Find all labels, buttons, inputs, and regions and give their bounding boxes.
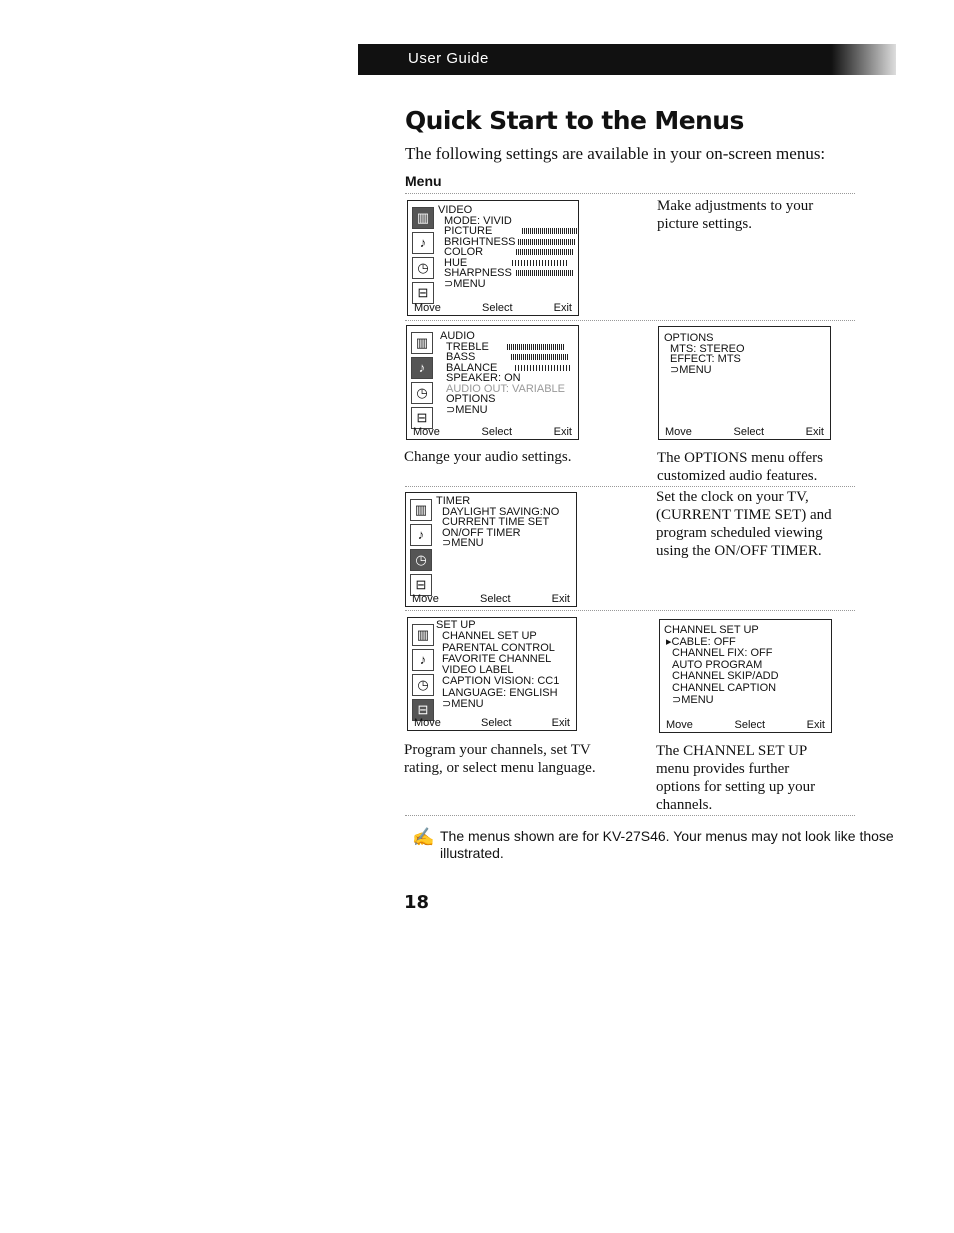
select-label: Select — [481, 425, 513, 438]
page-number: 18 — [404, 892, 430, 913]
exit-label: Exit — [553, 301, 572, 314]
menu-item: SPEAKER: ON — [446, 372, 521, 384]
menu-footer — [414, 303, 572, 314]
menu-item: BRIGHTNESS — [438, 237, 580, 248]
menu-item: PICTURE — [438, 226, 580, 237]
audio-menu-screen — [406, 325, 579, 440]
level-bar — [516, 249, 574, 255]
level-bar — [516, 270, 574, 276]
menu-item: TREBLE — [440, 342, 571, 353]
level-bar — [518, 239, 576, 245]
level-bar — [515, 365, 571, 371]
exit-label: Exit — [553, 425, 572, 438]
menu-item: ⊃MENU — [444, 277, 486, 290]
menu-item: ⊃MENU — [672, 693, 714, 706]
toolbox-icon: ⊟ — [412, 699, 434, 721]
level-bar — [507, 344, 565, 350]
exit-label: Exit — [806, 718, 825, 731]
select-label: Select — [734, 718, 766, 731]
move-label: Move — [665, 425, 692, 438]
level-bar — [522, 228, 580, 234]
audio-description: Change your audio settings. — [404, 449, 572, 465]
note-text: The menus shown are for KV-27S46. Your menus may not look like those illustrated. — [440, 828, 894, 861]
toolbox-icon: ⊟ — [410, 574, 432, 596]
video-menu-title: VIDEO — [438, 204, 473, 216]
divider — [405, 193, 855, 194]
move-label: Move — [414, 301, 441, 314]
exit-label: Exit — [551, 592, 570, 605]
video-icon: ▥ — [412, 624, 434, 646]
menu-item: ⊃MENU — [446, 403, 488, 416]
menu-footer — [665, 427, 824, 438]
menu-footer — [414, 718, 570, 729]
clock-icon: ◷ — [411, 382, 433, 404]
level-bar — [511, 354, 569, 360]
setup-description: Program your channels, set TV rating, or select menu language. — [404, 742, 596, 776]
select-label: Select — [481, 301, 513, 314]
menu-item: OPTIONS — [446, 393, 496, 405]
options-description: The OPTIONS menu offers customized audio features. — [657, 450, 823, 484]
select-label: Select — [480, 716, 512, 729]
exit-label: Exit — [805, 425, 824, 438]
video-icon: ▥ — [410, 499, 432, 521]
exit-label: Exit — [551, 716, 570, 729]
video-menu-screen — [407, 200, 579, 316]
divider — [405, 320, 855, 321]
options-menu-title: OPTIONS — [664, 332, 714, 344]
select-label: Select — [733, 425, 765, 438]
timer-menu-screen — [405, 492, 577, 607]
menu-item: BASS — [440, 352, 571, 363]
header-label: User Guide — [408, 50, 489, 67]
divider — [405, 610, 855, 611]
menu-item: CHANNEL CAPTION — [672, 681, 777, 694]
move-label: Move — [413, 425, 440, 438]
menu-item: ⊃MENU — [670, 363, 712, 376]
menu-item: ⊃MENU — [442, 537, 484, 549]
menu-item: COLOR — [438, 247, 580, 258]
video-icon: ▥ — [412, 207, 434, 229]
setup-menu-screen — [407, 617, 577, 731]
menu-item: SHARPNESS — [438, 268, 580, 279]
menu-item: MTS: STEREO — [670, 342, 745, 355]
page-title: Quick Start to the Menus — [405, 106, 744, 135]
menu-item: CHANNEL SET UP — [442, 630, 537, 643]
toolbox-icon: ⊟ — [411, 407, 433, 429]
clock-icon: ◷ — [412, 257, 434, 279]
menu-footer — [413, 427, 572, 438]
menu-item: ⊃MENU — [442, 698, 484, 711]
menu-item: BALANCE — [440, 363, 571, 374]
divider — [405, 815, 855, 816]
music-note-icon: ♪ — [412, 232, 434, 254]
menu-item: ON/OFF TIMER — [442, 526, 521, 539]
move-label: Move — [666, 718, 693, 731]
menu-item: CURRENT TIME SET — [442, 516, 550, 528]
toolbox-icon: ⊟ — [412, 282, 434, 304]
clock-icon: ◷ — [410, 549, 432, 571]
level-bar — [512, 260, 568, 266]
music-note-icon: ♪ — [412, 649, 434, 671]
menu-item: VIDEO LABEL — [442, 664, 514, 677]
video-description: Make adjustments to your picture settings. — [657, 198, 814, 232]
menu-item: AUTO PROGRAM — [672, 658, 763, 671]
menu-item: PARENTAL CONTROL — [442, 641, 555, 654]
menu-item: EFFECT: MTS — [670, 353, 741, 365]
video-icon: ▥ — [411, 332, 433, 354]
menu-item: CAPTION VISION: CC1 — [442, 675, 560, 688]
move-label: Move — [414, 716, 441, 729]
select-label: Select — [479, 592, 511, 605]
menu-item: AUDIO OUT: VARIABLE — [446, 382, 565, 395]
music-note-icon: ♪ — [411, 357, 433, 379]
options-menu-screen — [658, 326, 831, 440]
menu-item: HUE — [438, 258, 580, 269]
timer-description: Set the clock on your TV, (CURRENT TIME SET) and program scheduled viewing using the ON/OFF TIMER. — [656, 489, 832, 559]
menu-footer — [412, 594, 570, 605]
menu-item: ▸CABLE: OFF — [666, 635, 736, 648]
menu-item: DAYLIGHT SAVING:NO — [442, 505, 560, 518]
divider — [405, 486, 855, 487]
audio-menu-title: AUDIO — [440, 330, 475, 342]
setup-menu-title: SET UP — [436, 619, 476, 631]
intro-text: The following settings are available in your on-screen menus: — [405, 144, 826, 163]
channel-setup-description: The CHANNEL SET UP menu provides further options for setting up your channels. — [656, 743, 816, 813]
menu-footer — [666, 720, 825, 731]
music-note-icon: ♪ — [410, 524, 432, 546]
timer-menu-title: TIMER — [436, 495, 471, 507]
menu-item: FAVORITE CHANNEL — [442, 652, 552, 665]
menu-item: CHANNEL SKIP/ADD — [672, 670, 779, 683]
menu-item: LANGUAGE: ENGLISH — [442, 686, 558, 699]
channel-setup-menu-title: CHANNEL SET UP — [664, 624, 759, 636]
move-label: Move — [412, 592, 439, 605]
note-pencil-icon: ✍ — [412, 827, 435, 847]
menu-item: CHANNEL FIX: OFF — [672, 647, 773, 660]
clock-icon: ◷ — [412, 674, 434, 696]
channel-setup-menu-screen — [659, 619, 832, 733]
menu-item: MODE: VIVID — [444, 214, 512, 227]
menu-heading: Menu — [405, 173, 442, 189]
